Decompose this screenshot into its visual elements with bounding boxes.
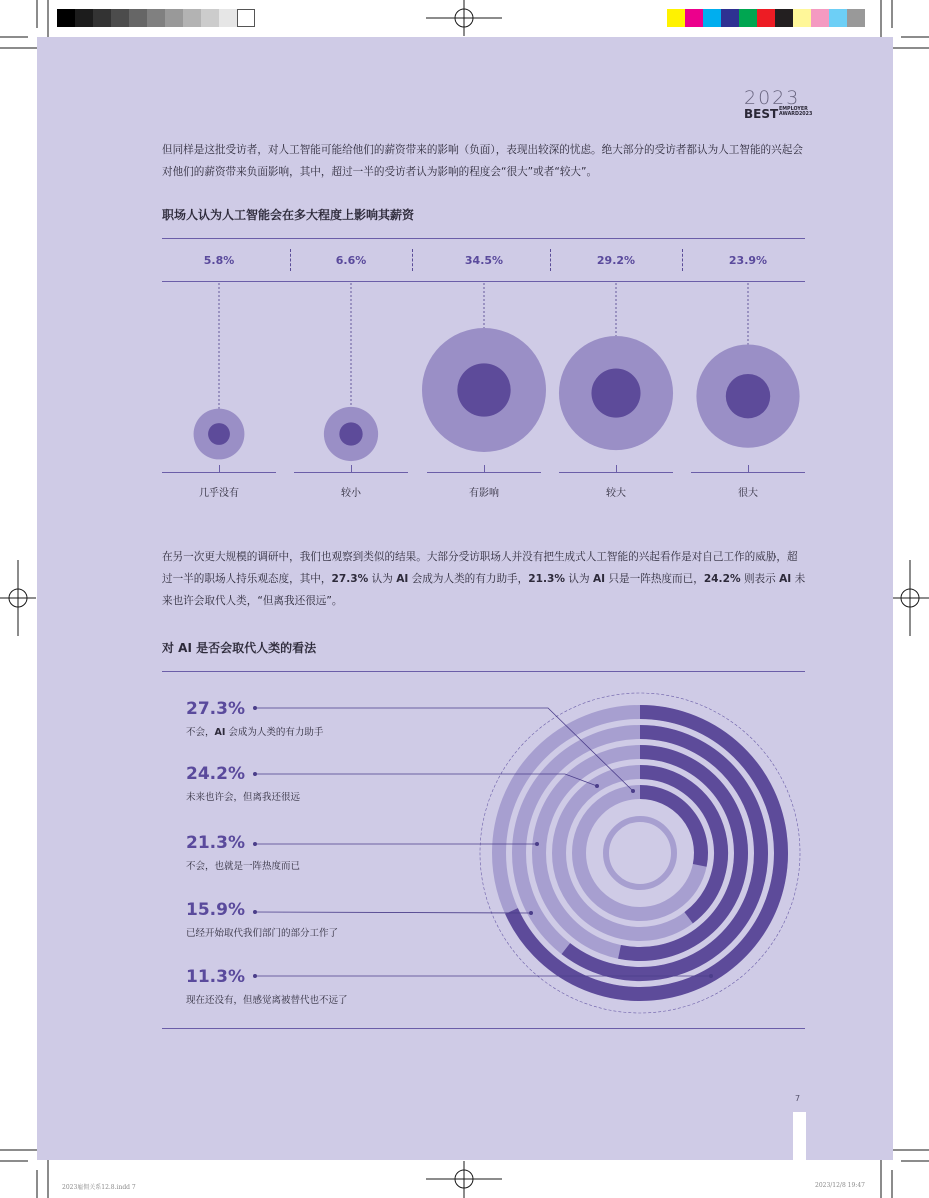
- chart2-leader-dot: [253, 910, 257, 914]
- chart1-bubbles: [0, 0, 929, 520]
- chart1-category-label: 较小: [341, 488, 361, 499]
- chart2-item-label: [186, 724, 323, 738]
- para2-text: 未来也许会取代人类，“但离我还很远”。: [162, 573, 806, 607]
- chart2-pct-label: 27.3%: [186, 699, 245, 719]
- para2-text: 只是一阵热度而已，: [605, 573, 704, 585]
- chart1-bubble-inner: [457, 363, 510, 416]
- para2-text: 认为: [368, 573, 397, 585]
- chart2-inner-ring: [606, 819, 674, 887]
- chart2-label-text: 已经开始取代我们部门的部分工作了: [186, 928, 339, 939]
- chart2-leader-dot: [529, 911, 533, 915]
- chart2-pct-label: 11.3%: [186, 967, 245, 987]
- chart2-leader-line: [255, 912, 531, 913]
- chart2-bottom-rule: [162, 1028, 805, 1029]
- chart1-tick: [616, 465, 617, 473]
- logo-line1: EMPLOYER: [779, 107, 808, 112]
- chart1-category-label: 有影响: [469, 488, 499, 499]
- chart2-item-label: [186, 858, 300, 872]
- chart2-item-label: [186, 789, 300, 803]
- chart2-leader-dot: [595, 784, 599, 788]
- chart2-leader-dot: [253, 974, 257, 978]
- para2-text: 认为: [565, 573, 593, 585]
- chart2-label-bold: AI: [214, 727, 226, 738]
- chart2-pct-label: 15.9%: [186, 900, 245, 920]
- para2-text: 在另一次更大规模的调研中，我们也观察到类似的结果。大部分受访职场人并没有把生成式人工智能的兴起看作是对自己工作的威胁，超过一半的职场人持乐观态度，其中，: [162, 551, 798, 585]
- chart2-label-text: 不会，也就是一阵热度而已: [186, 861, 301, 872]
- para2-ai: AI: [396, 573, 409, 585]
- intro-paragraph: 但同样是这批受访者，对人工智能可能给他们的薪资带来的影响（负面），表现出较深的忧虑。绝大部分的受访者都认为人工智能的兴起会对他们的薪资带来负面影响，其中，超过一半的受访者认为影响的程度会“很大”或者“较大”。: [162, 144, 803, 178]
- chart1-category-label: 较大: [606, 488, 626, 499]
- logo-line2: AWARD2023: [779, 112, 813, 117]
- chart2-label-text: 不会，: [186, 727, 215, 738]
- chart2-outer-dashed-ring: [480, 693, 800, 1013]
- chart1-value-label: 6.6%: [335, 254, 367, 267]
- chart1-value-label: 29.2%: [596, 254, 636, 267]
- chart2-value-arc: [640, 792, 701, 865]
- chart2-pct-label: 24.2%: [186, 764, 245, 784]
- chart2-title: 对 AI 是否会取代人类的看法: [162, 641, 317, 655]
- para2-ai: AI: [779, 573, 792, 585]
- chart2-leader-dot: [535, 842, 539, 846]
- logo-year: 2023: [744, 87, 801, 109]
- para2-text: 则表示: [740, 573, 780, 585]
- survey-paragraph: [162, 546, 807, 612]
- chart2-label-text: 现在还没有，但感觉离被替代也不远了: [186, 995, 348, 1006]
- chart2-pct-label: 21.3%: [186, 833, 245, 853]
- chart2-label-text: 未来也许会，但离我还很远: [186, 792, 301, 803]
- chart2-label-text: 会成为人类的有力助手: [225, 727, 324, 738]
- chart2-leader-dot: [253, 842, 257, 846]
- chart1-bubble-inner: [339, 422, 362, 445]
- chart1-title: 职场人认为人工智能会在多大程度上影响其薪资: [162, 208, 415, 222]
- chart1-bubble-inner: [591, 369, 640, 418]
- para2-stat: 24.2%: [703, 573, 741, 585]
- chart2-item-label: [186, 925, 338, 939]
- chart2-leader-dot: [253, 706, 257, 710]
- page-number: 7: [795, 1094, 801, 1103]
- footer-file: 2023雇佣关系12.8.indd 7: [62, 1184, 136, 1191]
- para2-stat: 27.3%: [331, 573, 369, 585]
- chart2-leader-dot: [253, 772, 257, 776]
- chart1-tick: [219, 465, 220, 473]
- chart1-tick: [351, 465, 352, 473]
- chart1-value-label: 5.8%: [203, 254, 235, 267]
- para2-stat: 21.3%: [528, 573, 566, 585]
- logo-best: BEST: [744, 107, 779, 121]
- chart1-value-label: 34.5%: [464, 254, 504, 267]
- page-tab: [793, 1112, 806, 1162]
- chart2-radial: [0, 660, 929, 1030]
- chart1-category-label: 几乎没有: [199, 488, 239, 499]
- chart1-value-label: 23.9%: [728, 254, 768, 267]
- chart1-tick: [748, 465, 749, 473]
- chart2-leader-dot: [631, 789, 635, 793]
- chart1-bubble-inner: [726, 374, 770, 418]
- para2-text: 会成为人类的有力助手，: [408, 573, 529, 585]
- footer-date: 2023/12/8 19:47: [815, 1182, 865, 1189]
- chart2-item-label: [186, 992, 348, 1006]
- para2-ai: AI: [592, 573, 606, 585]
- chart1-bubble-inner: [208, 423, 230, 445]
- chart1-category-label: 很大: [738, 488, 758, 499]
- chart1-tick: [484, 465, 485, 473]
- chart2-leader-dot: [709, 974, 713, 978]
